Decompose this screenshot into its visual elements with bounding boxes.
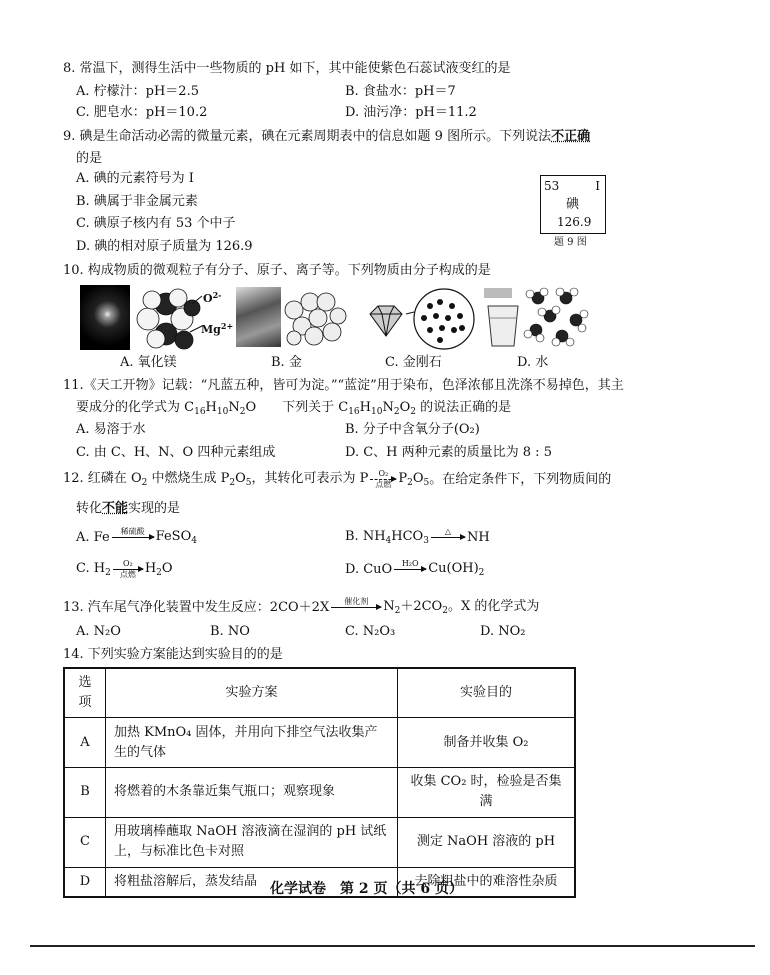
q11-option-b: B. 分子中含氧分子(O₂) [345,422,480,437]
q13-option-b: B. NO [210,624,250,639]
row-option: C [64,817,106,867]
q14-stem: 14. 下列实验方案能达到实验目的的是 [63,647,283,662]
water-molecule-diagram [522,284,590,350]
q9-stem: 9. 碘是生命活动必需的微量元素，碘在元素周期表中的信息如题 9 图所示。下列说法不正确 [63,129,591,144]
gold-bar-photo [236,287,281,347]
q12-option-c: C. $H_2$ O₂ 点燃 $H_2O$ [76,559,173,579]
table-row [64,718,575,768]
table-header-cell: 实验目的 [398,668,576,718]
atomic-number: 53 [544,179,560,193]
bottom-rule [30,945,755,947]
row-option: B [64,768,106,817]
q8-option-c: C. 肥皂水：pH＝10.2 [76,105,208,120]
element-symbol: I [595,179,600,193]
gold-atom-diagram [280,288,348,348]
q12-stem: 12. 红磷在 $O_2$ 中燃烧生成 $P_2O_5$，其转化可表示为 P O₂ 点燃 $P_2O_5$ 。在给定条件下，下列物质间的 [63,469,612,489]
oxide-ion-label: $O^{2-}$ [203,290,222,305]
q13-option-c: C. N₂O₃ [345,624,396,639]
q8-stem: 8. 常温下，测得生活中一些物质的 pH 如下，其中能使紫色石蕊试液变红的是 [63,61,511,76]
row-option: D [64,867,106,897]
q9-option-b: B. 碘属于非金属元素 [76,194,198,209]
q12-option-b: B. $NH_4HCO_3$ △ NH [345,527,490,546]
row-option: A [64,718,106,768]
row-goal: 去除粗盐中的难溶性杂质 [398,867,576,897]
table-row [64,817,575,867]
row-goal: 测定 NaOH 溶液的 pH [398,817,576,867]
element-name: 碘 [566,197,580,212]
q10-option-d: D. 水 [517,355,549,370]
q12-option-d: D. CuO H₂O $Cu(OH)_2$ [345,559,485,578]
q13-option-a: A. N₂O [76,624,121,639]
q9-option-a: A. 碘的元素符号为 I [76,171,194,186]
atomic-mass: 126.9 [557,215,592,229]
magnesium-ion-label: $Mg^{2+}$ [201,321,234,336]
row-goal: 收集 CO₂ 时，检验是否集满 [398,768,576,817]
table-header-cell: 选项 [64,668,106,718]
table-header-cell: 实验方案 [106,668,398,718]
q10-stem: 10. 构成物质的微观粒子有分子、原子、离子等。下列物质由分子构成的是 [63,263,491,278]
q11-option-a: A. 易溶于水 [76,422,146,437]
mgo-photo [80,285,130,350]
table-header-row [64,668,575,718]
water-glass-photo [478,284,528,350]
experiment-table [63,667,576,898]
row-plan: 加热 KMnO₄ 固体，并用向下排空气法收集产生的气体 [106,718,398,768]
q8-option-a: A. 柠檬汁：pH＝2.5 [76,84,199,99]
q11-option-d: D. C、H 两种元素的质量比为 8 : 5 [345,445,552,460]
q9-option-d: D. 碘的相对原子质量为 126.9 [76,239,253,254]
iodine-element-card [540,175,606,234]
q11-option-c: C. 由 C、H、N、O 四种元素组成 [76,445,276,460]
q9-stem-end: 的是 [76,151,103,166]
row-plan: 将燃着的木条靠近集气瓶口；观察现象 [106,768,398,817]
q11-stem-line2: 要成分的化学式为 $C_{16}H_{10}N_2O$ 下列关于 $C_{16}H_{10}N_2O_2$ 的说法正确的是 [76,400,512,417]
row-goal: 制备并收集 O₂ [398,718,576,768]
diamond-atom-diagram [400,284,480,354]
q12-option-a: A. Fe 稀硫酸 FeSO$_4$ [76,527,197,546]
row-plan: 用玻璃棒蘸取 NaOH 溶液滴在湿润的 pH 试纸上，与标准比色卡对照 [106,817,398,867]
q10-option-b: B. 金 [271,355,302,370]
row-plan: 将粗盐溶解后，蒸发结晶 [106,867,398,897]
q12-burn-arrow: O₂ 点燃 [370,470,396,489]
q13-option-d: D. NO₂ [480,624,526,639]
page-footer: 化学试卷 第 2 页（共 6 页） [270,881,463,897]
q9-emphasis: 不正确 [551,129,591,144]
q9-option-c: C. 碘原子核内有 53 个中子 [76,216,236,231]
q13-stem: 13. 汽车尾气净化装置中发生反应：2CO＋2X 催化剂 $N_2+2CO_2$。X 的化学式为 [63,597,540,616]
q10-option-a: A. 氧化镁 [120,355,177,370]
table-row [64,768,575,817]
q8-option-b: B. 食盐水：pH＝7 [345,84,456,99]
figure-caption: 题 9 图 [554,237,587,248]
q8-option-d: D. 油污净：pH＝11.2 [345,105,477,120]
q11-stem-line1: 11.《天工开物》记载：“凡蓝五种，皆可为淀。”“蓝淀”用于染布，色泽浓郁且洗涤不易掉色，其主 [63,378,624,393]
q12-stem-line2: 转化不能实现的是 [76,501,181,516]
q10-option-c: C. 金刚石 [385,355,442,370]
q12-emphasis: 不能 [102,501,129,516]
